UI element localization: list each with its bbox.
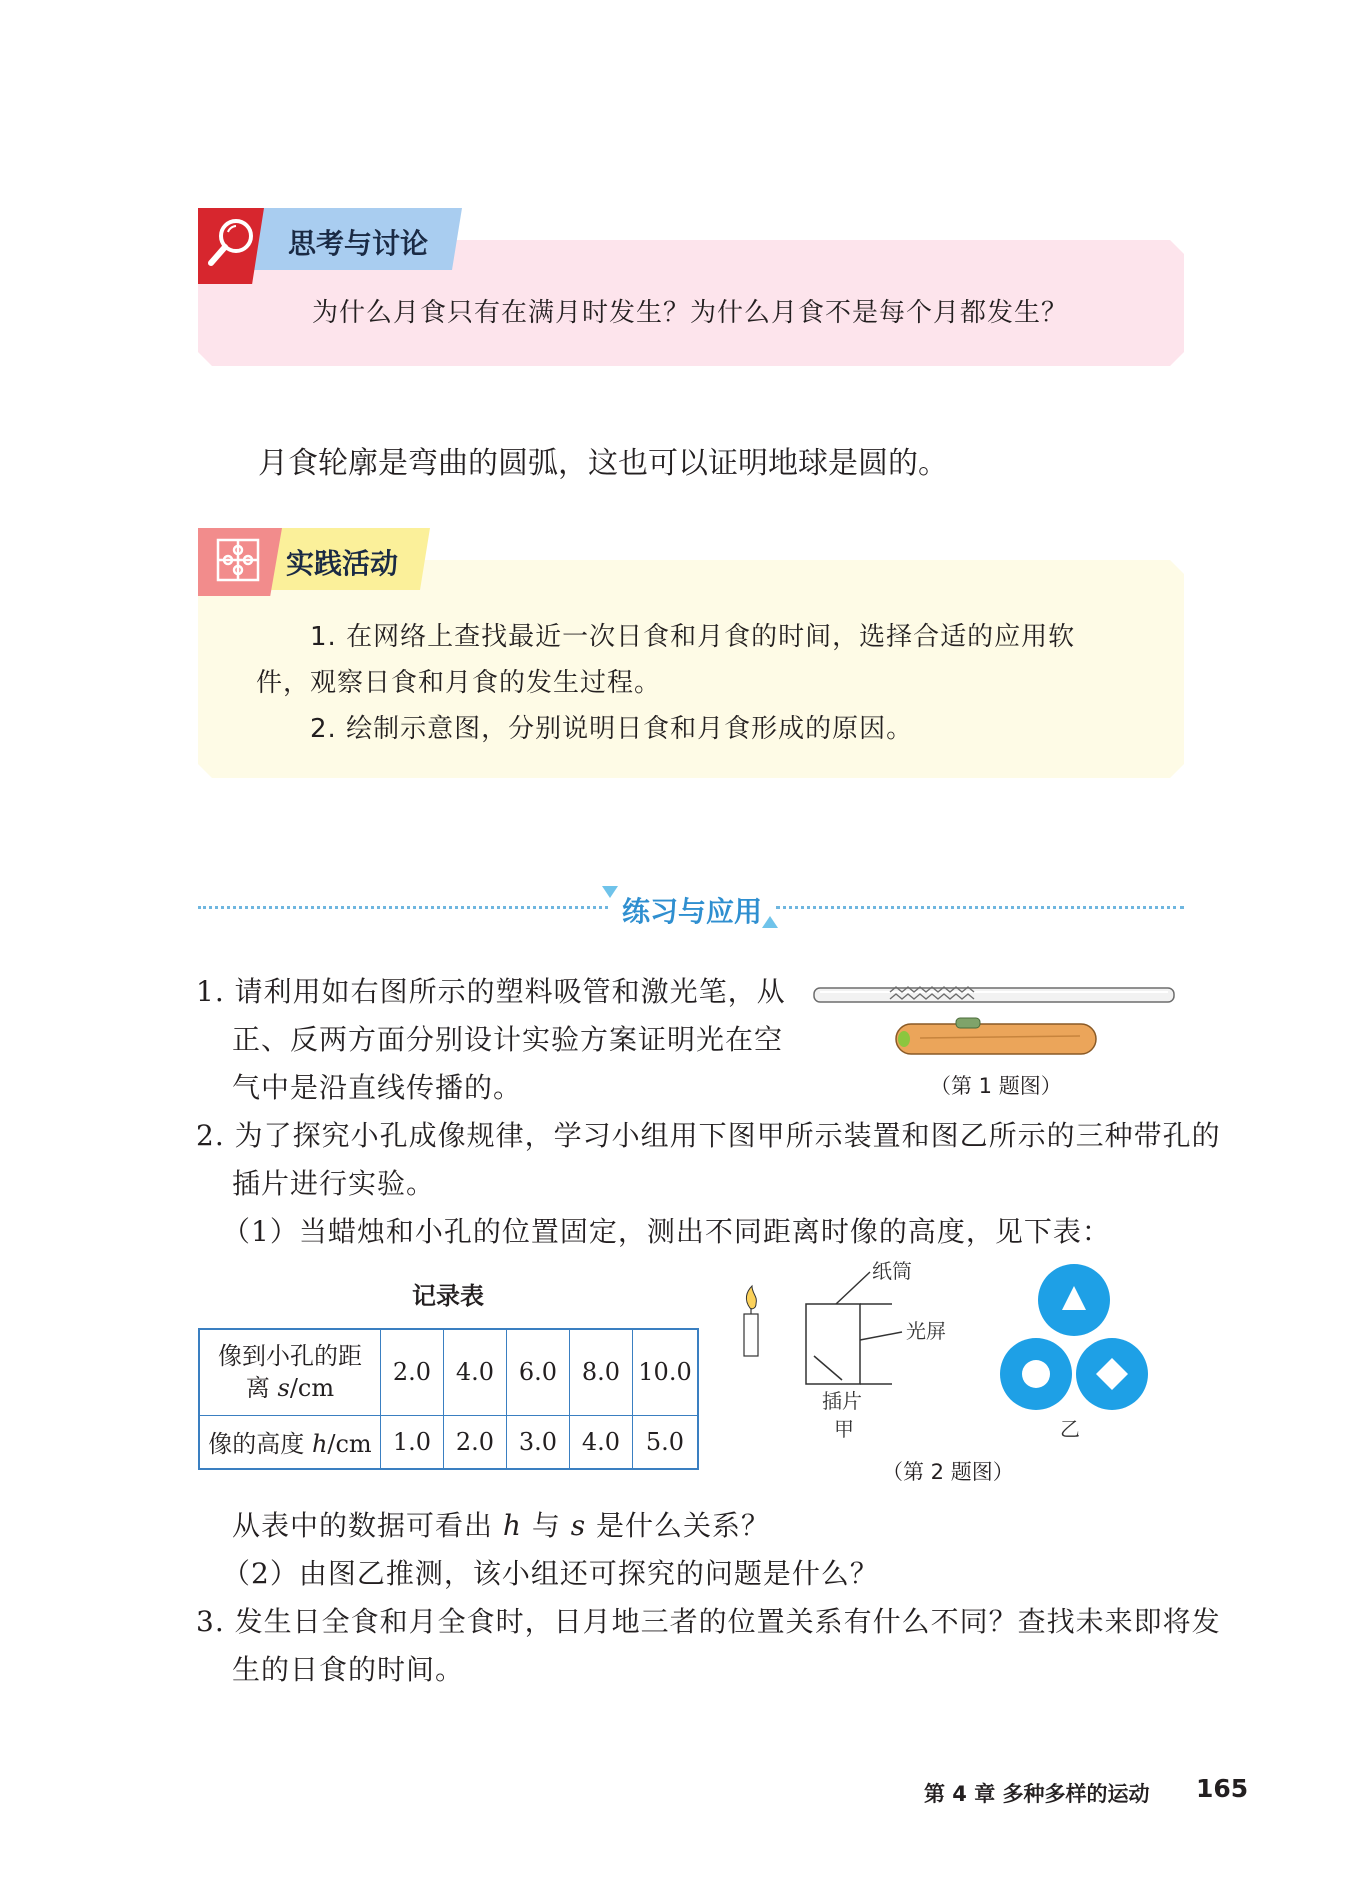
- footer-chapter-text: 第 4 章 多种多样的运动: [924, 1782, 1150, 1806]
- divider-right: [776, 906, 1184, 909]
- label-yi: 乙: [1060, 1417, 1080, 1440]
- insert-triangle-hole: [1038, 1264, 1110, 1336]
- practice-line-3: 2. 绘制示意图，分别说明日食和月食形成的原因。: [310, 714, 914, 744]
- q1-line-1: 1. 请利用如右图所示的塑料吸管和激光笔，从: [196, 975, 786, 1008]
- row2-label-var: h: [311, 1430, 328, 1459]
- row1-label-line-1: 像到小孔的距: [218, 1342, 362, 1371]
- insert-circle-hole: [1000, 1338, 1072, 1410]
- row1-label-unit: /cm: [289, 1374, 335, 1403]
- q2-line-1: 2. 为了探究小孔成像规律，学习小组用下图甲所示装置和图乙所示的三种带孔的: [196, 1119, 1221, 1152]
- row1-label: [199, 1329, 381, 1415]
- page-number: 165: [1196, 1774, 1249, 1803]
- row1-label-prefix: 离: [245, 1374, 278, 1403]
- table-cell: 5.0: [633, 1415, 699, 1469]
- row2-label-prefix: 像的高度: [208, 1430, 312, 1459]
- q1-figure-caption: （第 1 题图）: [930, 1074, 1062, 1098]
- q2-line-2: 插片进行实验。: [232, 1167, 436, 1200]
- table-cell: 6.0: [507, 1329, 570, 1415]
- q3-line-2: 生的日食的时间。: [232, 1653, 465, 1686]
- table-cell: 4.0: [570, 1415, 633, 1469]
- practice-line-2: 件，观察日食和月食的发生过程。: [256, 668, 662, 698]
- puzzle-icon: [198, 528, 282, 596]
- insert-square-hole: [1076, 1338, 1148, 1410]
- q2-after-table-suffix: 是什么关系？: [586, 1509, 771, 1542]
- label-insert: 插片: [822, 1389, 862, 1413]
- label-tube: 纸筒: [872, 1260, 912, 1283]
- footer-chapter: [924, 1778, 1150, 1808]
- table-cell: 10.0: [633, 1329, 699, 1415]
- var-h: h: [502, 1509, 522, 1542]
- q2-sub-2: （2）由图乙推测，该小组还可探究的问题是什么？: [222, 1557, 879, 1590]
- record-table: [198, 1328, 699, 1470]
- table-cell: 2.0: [444, 1415, 507, 1469]
- table-row: [199, 1329, 698, 1415]
- exercises-title: 练习与应用: [622, 895, 763, 928]
- q2-figure-caption: （第 2 题图）: [882, 1460, 1014, 1484]
- straw-and-laser-figure: [810, 968, 1180, 1068]
- table-cell: 1.0: [381, 1415, 444, 1469]
- record-table-title: 记录表: [412, 1282, 484, 1310]
- insert-figure-yi: [990, 1260, 1170, 1440]
- moon-sentence: 月食轮廓是弯曲的圆弧，这也可以证明地球是圆的。: [258, 446, 948, 481]
- label-jia: 甲: [834, 1417, 854, 1441]
- table-cell: 2.0: [381, 1329, 444, 1415]
- row2-label-unit: /cm: [327, 1430, 372, 1459]
- laser-pen: [896, 1018, 1096, 1054]
- table-cell: 8.0: [570, 1329, 633, 1415]
- discussion-question: 为什么月食只有在满月时发生？为什么月食不是每个月都发生？: [312, 298, 1069, 328]
- apparatus-figure-jia: [730, 1260, 970, 1460]
- row2-label: [199, 1415, 381, 1469]
- practice-line-1: 1. 在网络上查找最近一次日食和月食的时间，选择合适的应用软: [310, 622, 1076, 652]
- table-row: [199, 1415, 698, 1469]
- q2-after-table-mid: 与: [521, 1509, 571, 1542]
- q2-after-table-prefix: 从表中的数据可看出: [232, 1509, 503, 1542]
- paper-tube: [806, 1272, 902, 1384]
- label-screen: 光屏: [906, 1319, 946, 1343]
- straw: [814, 988, 1174, 1002]
- table-cell: 3.0: [507, 1415, 570, 1469]
- triangle-up-icon: [760, 914, 780, 930]
- q2-after-table: [232, 1504, 770, 1544]
- row1-label-var: s: [277, 1374, 290, 1403]
- var-s: s: [570, 1509, 587, 1542]
- q1-line-2: 正、反两方面分别设计实验方案证明光在空: [232, 1023, 784, 1056]
- divider-left: [198, 906, 608, 909]
- table-cell: 4.0: [444, 1329, 507, 1415]
- discussion-title: 思考与讨论: [288, 227, 429, 260]
- practice-icon-badge: [198, 528, 282, 596]
- practice-title: 实践活动: [286, 547, 399, 580]
- candle: [744, 1286, 758, 1356]
- q1-line-3: 气中是沿直线传播的。: [232, 1071, 523, 1104]
- q3-line-1: 3. 发生日全食和月全食时，日月地三者的位置关系有什么不同？查找未来即将发: [196, 1605, 1221, 1638]
- q2-sub-1: （1）当蜡烛和小孔的位置固定，测出不同距离时像的高度，见下表：: [222, 1215, 1111, 1248]
- triangle-down-icon: [600, 884, 620, 900]
